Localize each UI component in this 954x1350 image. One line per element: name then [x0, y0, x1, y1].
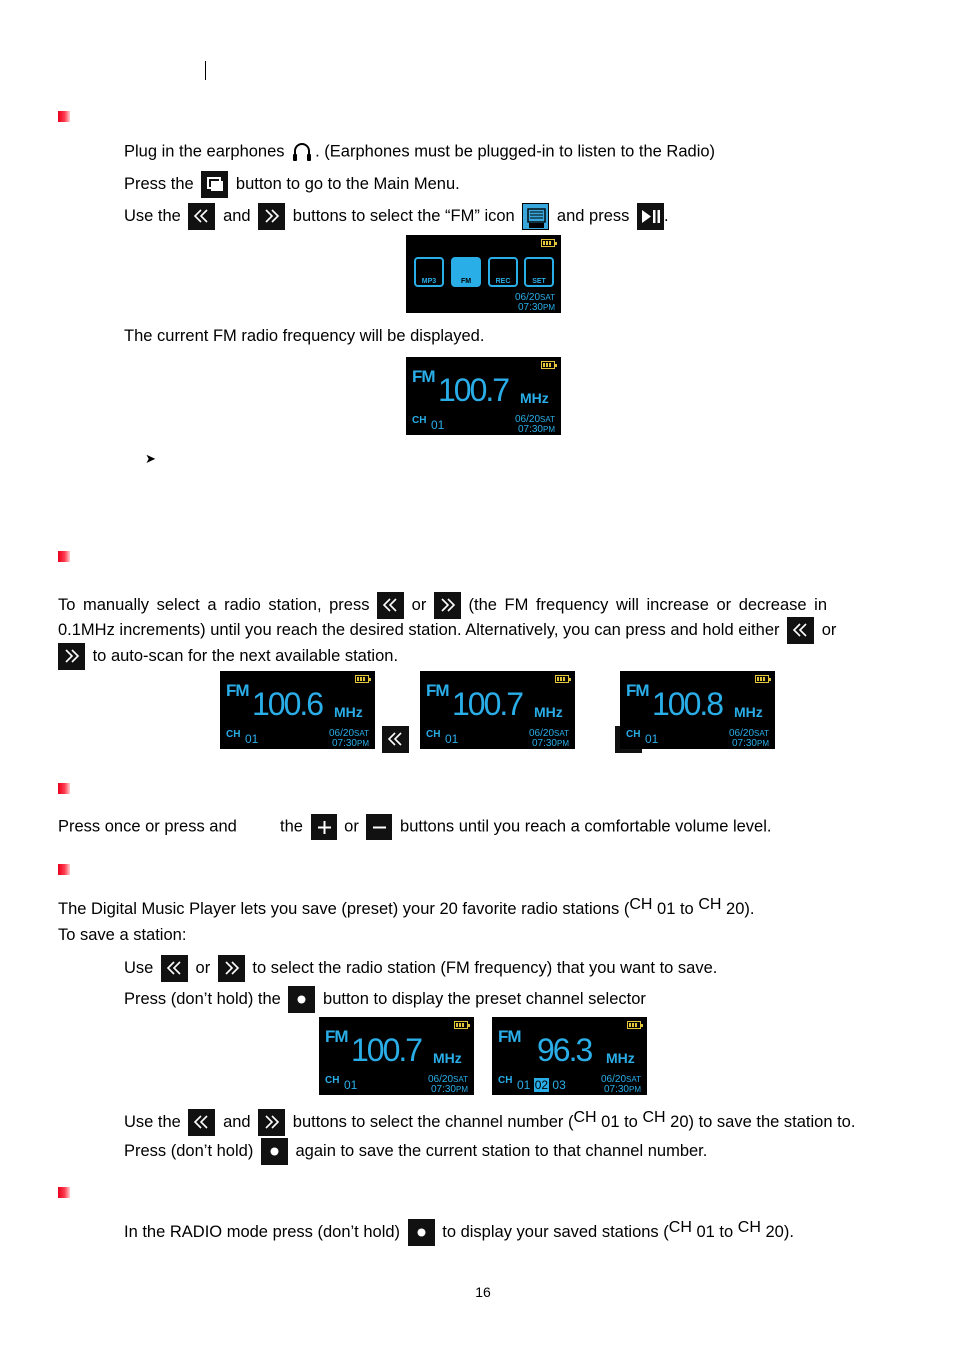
text: or: [411, 595, 427, 614]
text: In the RADIO mode press (don’t hold): [124, 1223, 401, 1241]
ch-label: CH: [626, 729, 641, 740]
main-menu-screen: [406, 235, 561, 313]
frequency: 100.7: [452, 686, 523, 722]
clock: 06/20SAT 07:30PM: [515, 414, 555, 435]
text: Use the: [124, 1113, 181, 1131]
fm-label: FM: [226, 681, 249, 700]
section-marker: [58, 1187, 70, 1198]
step-select-fm: [124, 203, 669, 230]
step-plug-earphones: [124, 141, 715, 163]
manual-para-line1: [58, 592, 878, 619]
text: Press the: [124, 174, 194, 193]
text: or: [195, 958, 211, 977]
channel-number: 01: [431, 418, 445, 432]
menu-label: MP3: [421, 278, 437, 285]
rewind-icon: [188, 1109, 215, 1136]
menu-label: SET: [532, 278, 546, 285]
text: .: [663, 206, 669, 225]
preset-intro: [58, 895, 754, 919]
fm-screen-mid: [420, 671, 575, 749]
fm-screen-high: [620, 671, 775, 749]
text: button to display the preset channel selector: [323, 989, 646, 1008]
rewind-icon: [161, 955, 188, 982]
text: again to save the current station to that channel number.: [295, 1141, 708, 1160]
fm-label: FM: [412, 367, 435, 386]
channel-number: 01: [645, 732, 659, 746]
text: Plug in the earphones: [124, 142, 285, 161]
play-pause-icon: [637, 203, 664, 230]
frequency: 100.6: [252, 686, 323, 722]
text: Use: [124, 958, 154, 977]
forward-icon: [434, 592, 461, 619]
channel-number: 01: [245, 732, 259, 746]
forward-icon: [258, 203, 285, 230]
menu-label: REC: [495, 278, 511, 285]
battery-icon: [541, 361, 555, 369]
battery-icon: [355, 675, 369, 683]
frequency: 100.7: [438, 372, 509, 408]
text: and: [223, 206, 251, 225]
ch-label: CH: [412, 415, 427, 426]
section-marker: [58, 783, 70, 794]
mhz-label: MHz: [606, 1050, 635, 1066]
text: or: [344, 817, 359, 836]
forward-icon: [58, 643, 85, 670]
headphones-icon: [291, 141, 313, 163]
bullet-arrow-icon: ➤: [145, 451, 156, 466]
text: to select the radio station (FM frequency) that you want to save.: [252, 958, 718, 977]
channel-number: 01: [517, 1078, 531, 1092]
text: 20).: [765, 1223, 794, 1241]
mhz-label: MHz: [520, 390, 549, 406]
mhz-label: MHz: [334, 704, 363, 720]
text: 20).: [726, 900, 755, 918]
volume-line: [58, 814, 771, 840]
fm-screen-low: [220, 671, 375, 749]
manual-para-line3: [55, 643, 398, 670]
battery-icon: [627, 1021, 641, 1029]
text: buttons to select the channel number (: [292, 1113, 574, 1131]
text: to display your saved stations (: [442, 1223, 669, 1241]
step-frequency-display: The current FM radio frequency will be displayed.: [124, 327, 485, 345]
channel-number: 03: [552, 1078, 566, 1092]
section-marker: [58, 864, 70, 875]
battery-icon: [555, 675, 569, 683]
forward-icon: [218, 955, 245, 982]
text: or: [821, 620, 837, 639]
text: Press (don’t hold): [124, 1141, 254, 1160]
text: (the FM frequency will increase or decrease in: [468, 595, 828, 614]
ch-label: CH: [426, 729, 441, 740]
text: The Digital Music Player lets you save (preset) your 20 favorite radio stations (: [58, 900, 630, 918]
ch-text: CH: [642, 1109, 666, 1126]
section-marker: [58, 111, 70, 122]
fm-screen: [406, 357, 561, 435]
rewind-icon: [787, 617, 814, 644]
plus-icon: [311, 814, 337, 840]
record-button-icon: [408, 1219, 435, 1246]
battery-icon: [541, 239, 555, 247]
text: Press once or press and: [58, 817, 237, 836]
ch-text: CH: [737, 1219, 761, 1236]
frequency: 100.7: [351, 1032, 422, 1068]
ch-label: CH: [325, 1075, 340, 1086]
step-main-menu: [124, 171, 460, 198]
fm-label: FM: [325, 1027, 348, 1046]
text: buttons to select the “FM” icon: [292, 206, 515, 225]
menu-label: FM: [460, 278, 472, 285]
fm-screen-preset-a: [319, 1017, 474, 1095]
ch-text: CH: [668, 1219, 692, 1236]
text: 01 to: [657, 900, 694, 918]
channel-number: 01: [344, 1078, 358, 1092]
rewind-icon: [188, 203, 215, 230]
fm-label: FM: [426, 681, 449, 700]
clock: 06/20SAT 07:30PM: [529, 728, 569, 749]
clock: 06/20SAT 07:30PM: [515, 292, 555, 313]
preset-step1: [124, 955, 717, 982]
recall-line: [124, 1218, 794, 1246]
forward-icon: [258, 1109, 285, 1136]
battery-icon: [454, 1021, 468, 1029]
record-button-icon: [288, 986, 315, 1013]
ch-label: CH: [226, 729, 241, 740]
record-button-icon: [261, 1138, 288, 1165]
text: . (Earphones must be plugged-in to listen to the Radio): [315, 142, 716, 161]
preset-step4: [124, 1138, 707, 1165]
text: To manually select a radio station, press: [58, 595, 370, 614]
text: button to go to the Main Menu.: [235, 174, 460, 193]
selected-channel: 02: [534, 1078, 549, 1092]
section-marker: [58, 551, 70, 562]
ch-label: CH: [498, 1075, 513, 1086]
manual-para-line2: [58, 617, 836, 644]
text: the: [280, 817, 303, 836]
text: Press (don’t hold) the: [124, 989, 281, 1008]
channel-selector: [517, 1078, 566, 1092]
ch-text: CH: [698, 896, 722, 913]
preset-step2: [124, 986, 646, 1013]
ch-text: CH: [573, 1109, 597, 1126]
preset-step3: [124, 1108, 855, 1136]
battery-icon: [755, 675, 769, 683]
frequency: 96.3: [537, 1032, 592, 1068]
text: 01 to: [696, 1223, 734, 1241]
clock: 06/20SAT 07:30PM: [329, 728, 369, 749]
fm-screen-preset-b: [492, 1017, 647, 1095]
mhz-label: MHz: [734, 704, 763, 720]
minus-icon: [366, 814, 392, 840]
ch-text: CH: [629, 896, 653, 913]
text: to auto-scan for the next available station.: [92, 646, 399, 665]
text: and press: [556, 206, 630, 225]
text: Use the: [124, 206, 181, 225]
text: and: [223, 1113, 251, 1131]
fm-label: FM: [498, 1027, 521, 1046]
preset-to-save: To save a station:: [58, 926, 187, 944]
rewind-icon: [377, 592, 404, 619]
text: 01 to: [601, 1113, 638, 1131]
frequency: 100.8: [652, 686, 723, 722]
page-number: 16: [475, 1284, 491, 1300]
menu-button-icon: [201, 171, 228, 198]
fm-label: FM: [626, 681, 649, 700]
mhz-label: MHz: [433, 1050, 462, 1066]
text: 20) to save the station to.: [670, 1113, 856, 1131]
rewind-icon: [382, 726, 409, 753]
text: buttons until you reach a comfortable volume level.: [400, 817, 772, 836]
clock: 06/20SAT 07:30PM: [729, 728, 769, 749]
fm-icon: [522, 203, 549, 230]
mhz-label: MHz: [534, 704, 563, 720]
header-rule: [205, 61, 206, 80]
clock: 06/20SAT 07:30PM: [601, 1074, 641, 1095]
channel-number: 01: [445, 732, 459, 746]
text: 0.1MHz increments) until you reach the desired station. Alternatively, you can press and hold either: [58, 620, 780, 639]
clock: 06/20SAT 07:30PM: [428, 1074, 468, 1095]
